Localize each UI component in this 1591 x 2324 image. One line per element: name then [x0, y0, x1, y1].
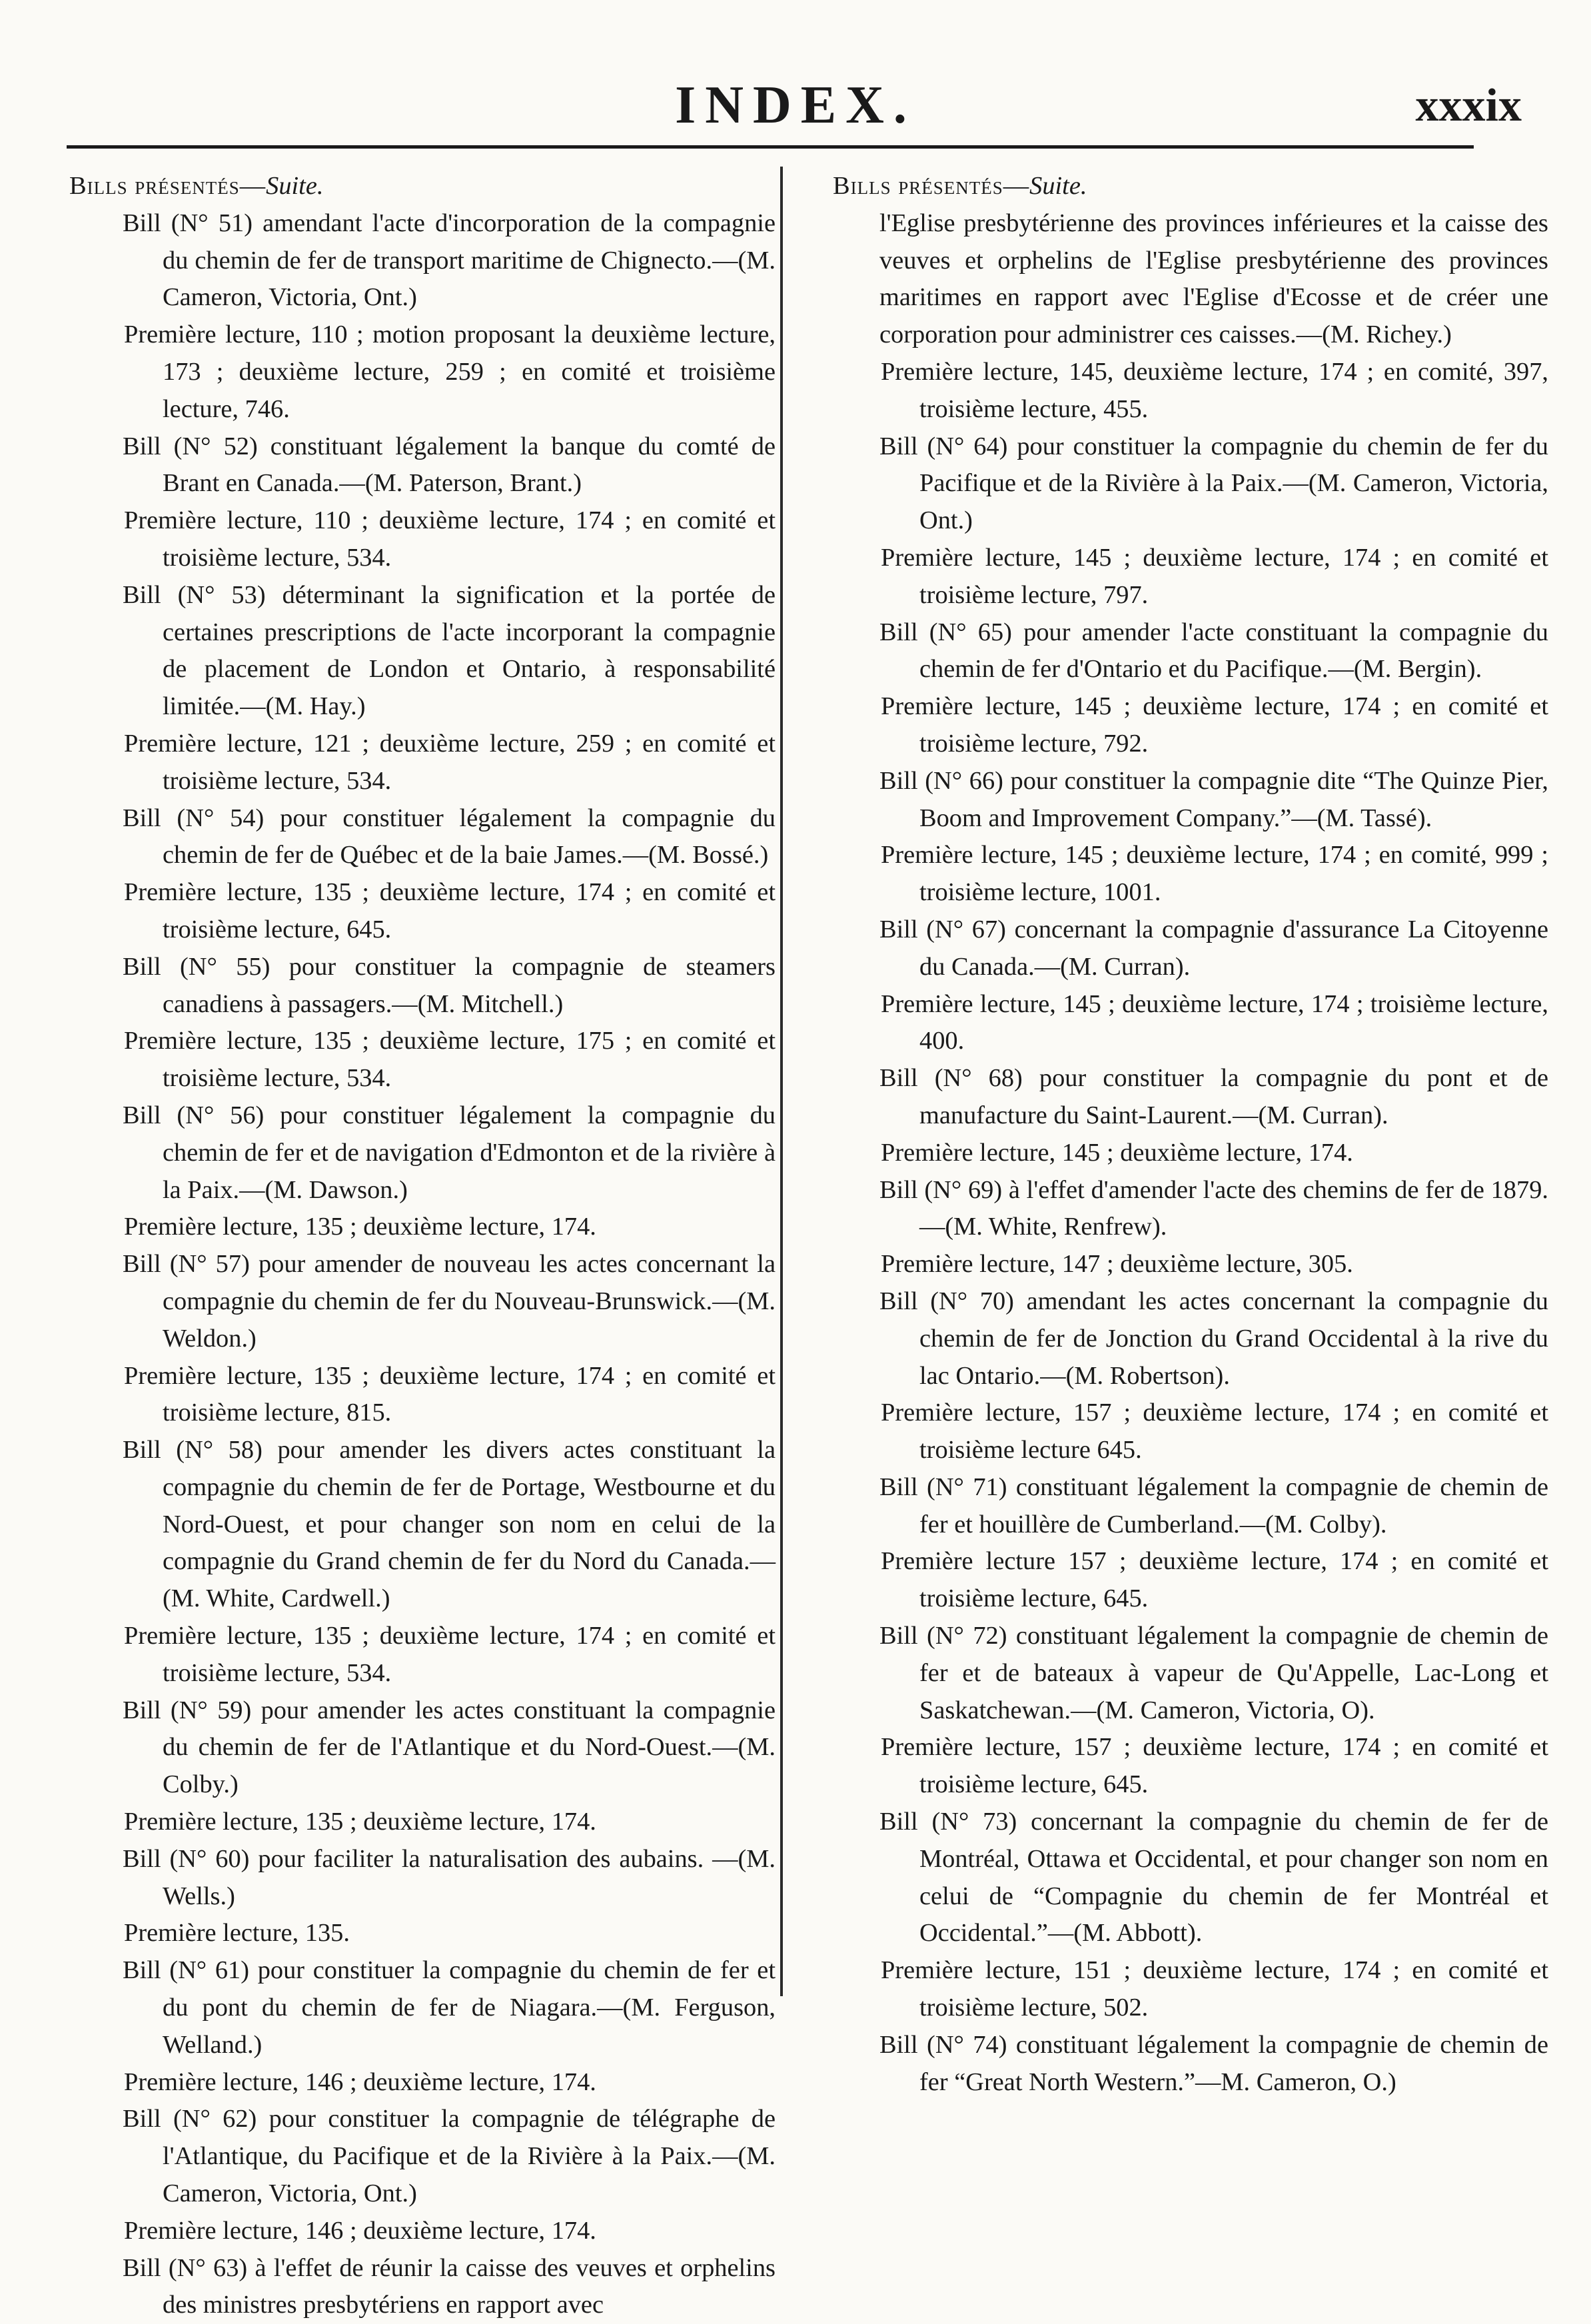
column-rule	[780, 167, 783, 1996]
bill-entry: Bill (N° 73) concernant la compagnie du chemin de fer de Montréal, Ottawa et Occidental, et pour changer son nom en celui de “Compagnie du chemin de fer Montréal et Occidental.”—(M. Abbott).	[879, 1808, 1548, 1948]
bill-entry: Bill (N° 58) pour amender les divers actes constituant la compagnie du chemin de fer de Portage, Westbourne et du Nord-Ouest, et pour changer son nom en celui de la compagnie du Grand chemin de fer du Nord du Canada.—(M. White, Cardwell.)	[123, 1436, 776, 1613]
bill-entry: Bill (N° 51) amendant l'acte d'incorporation de la compagnie du chemin de fer de transport maritime de Chignecto.—(M. Cameron, Victoria, Ont.)	[123, 209, 776, 312]
bill-entry: Bill (N° 54) pour constituer légalement la compagnie du chemin de fer de Québec et de la baie James.—(M. Bossé.)	[123, 804, 776, 870]
reading-entry: Première lecture, 121 ; deuxième lecture, 259 ; en comité et troisième lecture, 534.	[124, 729, 776, 795]
bill-entry-continued: l'Eglise presbytérienne des provinces inférieures et la caisse des veuves et orphelins de l'Eglise presbytérienne des provinces maritimes en rapport avec l'Eglise d'Ecosse et de créer une corporation pour administrer ces caisses.—(M. Richey.)	[879, 209, 1548, 349]
reading-entry: Première lecture, 135 ; deuxième lecture, 174 ; en comité et troisième lecture, 534.	[124, 1622, 776, 1687]
bill-entry: Bill (N° 74) constituant légalement la compagnie de chemin de fer “Great North Western.”—M. Cameron, O.)	[879, 2030, 1548, 2096]
bill-entry: Bill (N° 69) à l'effet d'amender l'acte des chemins de fer de 1879.—(M. White, Renfrew).	[879, 1175, 1548, 1241]
reading-entry: Première lecture, 135 ; deuxième lecture, 174.	[124, 1808, 596, 1836]
reading-entry: Première lecture, 146 ; deuxième lecture, 174.	[124, 2216, 596, 2245]
column-heading-suite: Suite.	[266, 172, 324, 200]
column-heading-main: Bills présentés—	[833, 172, 1030, 200]
column-heading	[69, 168, 776, 205]
reading-entry: Première lecture, 145, deuxième lecture, 174 ; en comité, 397, troisième lecture, 455.	[881, 357, 1548, 423]
bill-entry: Bill (N° 62) pour constituer la compagnie de télégraphe de l'Atlantique, du Pacifique et de la Rivière à la Paix.—(M. Cameron, Victoria, Ont.)	[123, 2105, 776, 2208]
reading-entry: Première lecture, 135 ; deuxième lecture, 174 ; en comité et troisième lecture, 645.	[124, 878, 776, 943]
reading-entry: Première lecture, 135 ; deuxième lecture, 174 ; en comité et troisième lecture, 815.	[124, 1361, 776, 1427]
reading-entry: Première lecture, 145 ; deuxième lecture, 174 ; en comité et troisième lecture, 797.	[881, 543, 1548, 609]
bill-entry: Bill (N° 68) pour constituer la compagnie du pont et de manufacture du Saint-Laurent.—(M. Curran).	[879, 1064, 1548, 1129]
reading-entry: Première lecture, 145 ; deuxième lecture, 174 ; en comité et troisième lecture, 792.	[881, 692, 1548, 758]
bill-entry: Bill (N° 72) constituant légalement la compagnie de chemin de fer et de bateaux à vapeur de Qu'Appelle, Lac-Long et Saskatchewan.—(M. Cameron, Victoria, O).	[879, 1622, 1548, 1724]
reading-entry: Première lecture, 145 ; deuxième lecture, 174.	[881, 1138, 1353, 1167]
bill-entry: Bill (N° 53) déterminant la signification et la portée de certaines prescriptions de l'acte incorporant la compagnie de placement de London et Ontario, à responsabilité limitée.—(M. Hay.)	[123, 580, 776, 721]
reading-entry: Première lecture 157 ; deuxième lecture, 174 ; en comité et troisième lecture, 645.	[881, 1547, 1548, 1613]
left-column	[69, 168, 776, 2324]
right-column	[833, 168, 1548, 2101]
bill-entry: Bill (N° 71) constituant légalement la compagnie de chemin de fer et houillère de Cumberland.—(M. Colby).	[879, 1472, 1548, 1538]
reading-entry: Première lecture, 157 ; deuxième lecture, 174 ; en comité et troisième lecture, 645.	[881, 1733, 1548, 1799]
bill-entry: Bill (N° 52) constituant légalement la banque du comté de Brant en Canada.—(M. Paterson, Brant.)	[123, 432, 776, 498]
header-rule	[67, 145, 1474, 149]
reading-entry: Première lecture, 110 ; deuxième lecture, 174 ; en comité et troisième lecture, 534.	[124, 506, 776, 572]
column-heading	[833, 168, 1548, 205]
reading-entry: Première lecture, 145 ; deuxième lecture, 174 ; en comité, 999 ; troisième lecture, 1001.	[881, 841, 1548, 907]
reading-entry: Première lecture, 135 ; deuxième lecture, 174.	[124, 1213, 596, 1241]
bill-entry: Bill (N° 65) pour amender l'acte constituant la compagnie du chemin de fer d'Ontario et du Pacifique.—(M. Bergin).	[879, 618, 1548, 684]
page-title: INDEX.	[675, 76, 916, 135]
bill-entry: Bill (N° 67) concernant la compagnie d'assurance La Citoyenne du Canada.—(M. Curran).	[879, 915, 1548, 981]
reading-entry: Première lecture, 157 ; deuxième lecture, 174 ; en comité et troisième lecture 645.	[881, 1399, 1548, 1464]
bill-entry: Bill (N° 59) pour amender les actes constituant la compagnie du chemin de fer de l'Atlantique et du Nord-Ouest.—(M. Colby.)	[123, 1696, 776, 1799]
bill-entry: Bill (N° 70) amendant les actes concernant la compagnie du chemin de fer de Jonction du Grand Occidental à la rive du lac Ontario.—(M. Robertson).	[879, 1287, 1548, 1390]
bill-entry: Bill (N° 60) pour faciliter la naturalisation des aubains. —(M. Wells.)	[123, 1844, 776, 1910]
reading-entry: Première lecture, 147 ; deuxième lecture, 305.	[881, 1250, 1353, 1279]
bill-entry: Bill (N° 57) pour amender de nouveau les actes concernant la compagnie du chemin de fer du Nouveau-Brunswick.—(M. Weldon.)	[123, 1250, 776, 1353]
column-heading-main: Bills présentés—	[69, 172, 266, 200]
bill-entry: Bill (N° 63) à l'effet de réunir la caisse des veuves et orphelins des ministres presbytériens en rapport avec	[123, 2253, 776, 2319]
bill-entry: Bill (N° 55) pour constituer la compagnie de steamers canadiens à passagers.—(M. Mitchell.)	[123, 952, 776, 1018]
reading-entry: Première lecture, 135.	[124, 1919, 350, 1948]
page-number: xxxix	[1415, 80, 1522, 131]
bill-entry: Bill (N° 66) pour constituer la compagnie dite “The Quinze Pier, Boom and Improvement Company.”—(M. Tassé).	[879, 766, 1548, 832]
column-heading-suite: Suite.	[1029, 172, 1087, 200]
reading-entry: Première lecture, 135 ; deuxième lecture, 175 ; en comité et troisième lecture, 534.	[124, 1027, 776, 1093]
reading-entry: Première lecture, 110 ; motion proposant la deuxième lecture, 173 ; deuxième lecture, 259 ; en comité et troisième lecture, 746.	[124, 320, 776, 423]
bill-entry: Bill (N° 56) pour constituer légalement la compagnie du chemin de fer et de navigation d'Edmonton et de la rivière à la Paix.—(M. Dawson.)	[123, 1101, 776, 1204]
reading-entry: Première lecture, 151 ; deuxième lecture, 174 ; en comité et troisième lecture, 502.	[881, 1956, 1548, 2022]
reading-entry: Première lecture, 145 ; deuxième lecture, 174 ; troisième lecture, 400.	[881, 989, 1548, 1055]
bill-entry: Bill (N° 64) pour constituer la compagnie du chemin de fer du Pacifique et de la Rivière à la Paix.—(M. Cameron, Victoria, Ont.)	[879, 432, 1548, 535]
bill-entry: Bill (N° 61) pour constituer la compagnie du chemin de fer et du pont du chemin de fer de Niagara.—(M. Ferguson, Welland.)	[123, 1956, 776, 2059]
reading-entry: Première lecture, 146 ; deuxième lecture, 174.	[124, 2067, 596, 2096]
